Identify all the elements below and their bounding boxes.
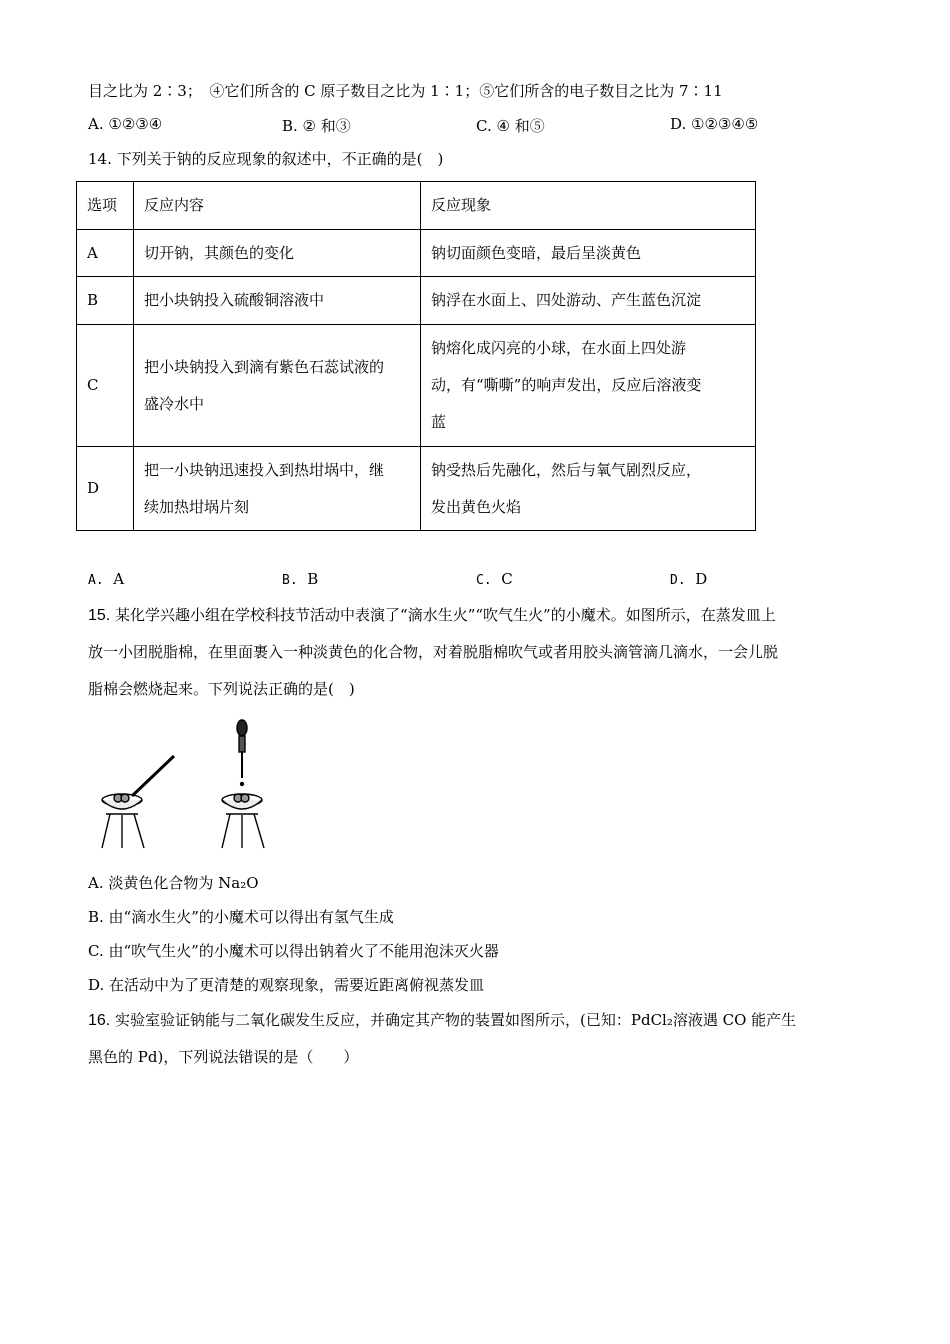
header-option: 选项 [77,182,134,230]
q16-stem-line-2: 黑色的 Pd)，下列说法错误的是（ ） [88,1048,359,1066]
q13-option-c[interactable]: C. ④ 和⑤ [476,117,545,135]
table-row [77,230,756,277]
q13-option-a[interactable]: A. ①②③④ [88,115,163,133]
q16-text: 实验室验证钠能与二氧化碳发生反应，并确定其产物的装置如图所示，(已知：PdCl₂溶液遇 CO 能产生 [115,1011,797,1029]
option-letter: D. [670,573,686,588]
q14-options [88,570,788,588]
row-phenomenon-line: 钠浮在水面上、四处游动、产生蓝色沉淀 [431,291,702,309]
q13-option-b[interactable]: B. ② 和③ [282,117,351,135]
option-text: D [695,570,708,588]
evaporating-dish-figure [92,718,292,853]
option-letter: A. [88,573,104,588]
header-content: 反应内容 [134,182,421,230]
q13-option-d[interactable]: D. ①②③④⑤ [670,115,759,133]
option-letter: C. [476,573,492,588]
row-phenomenon-line: 钠熔化成闪亮的小球，在水面上四处游 [431,339,687,357]
q14-table [76,181,756,531]
q14-stem: 14. 下列关于钠的反应现象的叙述中，不正确的是( ) [88,150,444,168]
row-content [134,230,421,277]
row-content-line: 盛冷水中 [144,394,205,413]
row-phenomenon-line: 钠受热后先融化，然后与氧气剧烈反应， [431,460,702,479]
option-text: B [307,570,319,588]
q14-option-d[interactable] [670,570,707,588]
header-phenomenon: 反应现象 [421,182,756,230]
q13-options [88,115,788,136]
row-phenomenon-line: 蓝 [431,413,447,431]
q16-stem-line-1 [88,1009,796,1030]
q14-option-b[interactable] [282,570,476,588]
option-letter: B. [282,573,298,588]
q14-option-a[interactable] [88,570,282,588]
row-content-line: 把一小块钠迅速投入到热坩埚中，继 [144,460,385,479]
q15-option-b[interactable]: B. 由“滴水生火”的小魔术可以得出有氢气生成 [88,908,394,926]
row-option: B [77,277,134,325]
row-phenomenon-line: 发出黄色火焰 [431,497,522,516]
row-option: C [77,325,134,447]
row-phenomenon [421,325,756,447]
table-row [77,325,756,447]
table-header-row [77,182,756,230]
row-option: A [77,230,134,277]
row-phenomenon-line: 动，有“嘶嘶”的响声发出，反应后溶液变 [431,376,702,394]
row-phenomenon-line: 钠切面颜色变暗，最后呈淡黄色 [431,243,642,262]
drip-setup [222,720,264,848]
blow-setup [102,756,174,848]
q15-text: 某化学兴趣小组在学校科技节活动中表演了“滴水生火”“吹气生火”的小魔术。如图所示，在蒸发皿上 [115,606,776,624]
q15-stem-line-3: 脂棉会燃烧起来。下列说法正确的是( ) [88,680,355,698]
row-content-line: 把小块钠投入硫酸铜溶液中 [144,291,325,309]
row-content-line: 切开钠，其颜色的变化 [144,243,295,262]
row-content [134,447,421,531]
row-content [134,325,421,447]
q15-option-a[interactable]: A. 淡黄色化合物为 Na₂O [88,874,259,892]
row-content-line: 把小块钠投入到滴有紫色石蕊试液的 [144,357,385,376]
row-phenomenon [421,230,756,277]
row-option: D [77,447,134,531]
q13-stem-tail: 目之比为 2∶3； ④它们所含的 C 原子数目之比为 1∶1；⑤它们所含的电子数目之比为 7∶11 [88,82,723,100]
table-row [77,277,756,325]
table-row [77,447,756,531]
row-phenomenon [421,447,756,531]
question-number: 15. [88,607,111,624]
q15-option-c[interactable]: C. 由“吹气生火”的小魔术可以得出钠着火了不能用泡沫灭火器 [88,942,499,960]
q14-option-c[interactable] [476,570,670,588]
row-content [134,277,421,325]
option-text: C [501,570,513,588]
option-text: A [113,570,125,588]
row-content-line: 续加热坩埚片刻 [144,497,250,516]
q15-stem-line-2: 放一小团脱脂棉，在里面裹入一种淡黄色的化合物，对着脱脂棉吹气或者用胶头滴管滴几滴水，一会儿脱 [88,643,779,661]
q15-option-d[interactable]: D. 在活动中为了更清楚的观察现象，需要近距离俯视蒸发皿 [88,976,485,994]
question-number: 16. [88,1012,111,1029]
row-phenomenon [421,277,756,325]
q15-stem-line-1 [88,604,776,625]
